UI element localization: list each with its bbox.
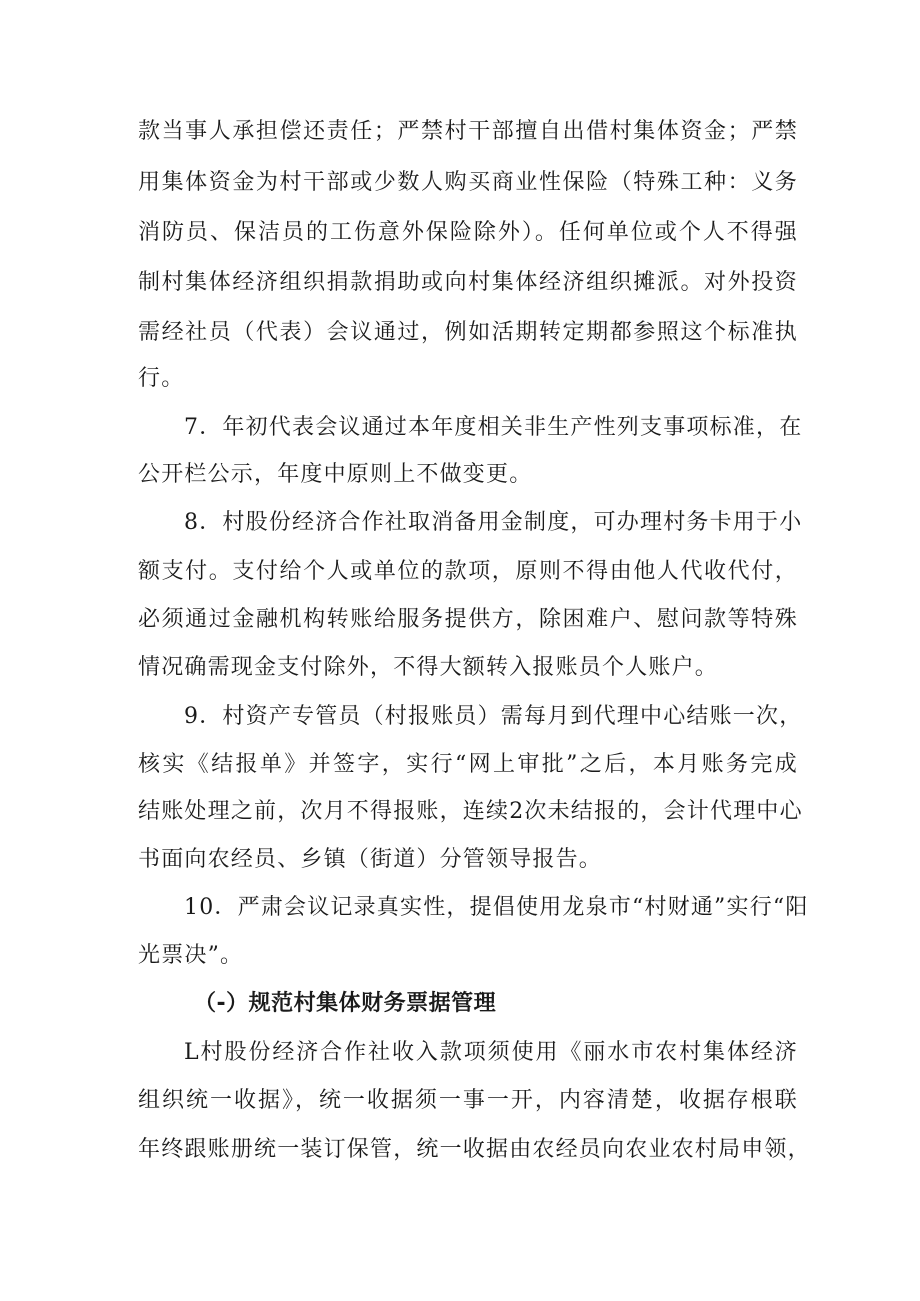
paragraph-line: 行。 — [138, 366, 185, 391]
paragraph-line: 用集体资金为村干部或少数人购买商业性保险（特殊工种：义务 — [138, 170, 798, 195]
paragraph-line: 情况确需现金支付除外，不得大额转入报账员个人账户。 — [138, 655, 719, 680]
paragraph-line: 消防员、保洁员的工伤意外保险除外）。任何单位或个人不得强 — [138, 220, 798, 245]
paragraph-line: 年终跟账册统一装订保管，统一收据由农经员向农业农村局申领， — [138, 1137, 811, 1162]
paragraph-line: 款当事人承担偿还责任；严禁村干部擅自出借村集体资金；严禁 — [138, 119, 798, 144]
paragraph-line: 8．村股份经济合作社取消备用金制度，可办理村务卡用于小 — [184, 510, 803, 535]
paragraph-line: 9．村资产专管员（村报账员）需每月到代理中心结账一次， — [184, 704, 803, 729]
paragraph-line: 书面向农经员、乡镇（街道）分管领导报告。 — [138, 847, 603, 872]
paragraph-line: 光票决”。 — [138, 943, 244, 968]
paragraph-line: L村股份经济合作社收入款项须使用《丽水市农村集体经济 — [184, 1040, 798, 1065]
paragraph-line: 结账处理之前，次月不得报账，连续2次未结报的，会计代理中心 — [138, 799, 803, 824]
paragraph-line: 组织统一收据》，统一收据须一事一开，内容清楚，收据存根联 — [138, 1088, 798, 1113]
paragraph-line: 公开栏公示，年度中原则上不做变更。 — [138, 462, 533, 487]
paragraph-line: 7．年初代表会议通过本年度相关非生产性列支事项标准，在 — [184, 415, 803, 440]
paragraph-line: 10．严肃会议记录真实性，提倡使用龙泉市“村财通”实行“阳 — [184, 895, 809, 920]
paragraph-line: 制村集体经济组织捐款捐助或向村集体经济组织摊派。对外投资 — [138, 270, 798, 295]
paragraph-line: 额支付。支付给个人或单位的款项，原则不得由他人代收代付， — [138, 559, 798, 584]
paragraph-line: 必须通过金融机构转账给服务提供方，除困难户、慰问款等特殊 — [138, 607, 798, 632]
section-heading: （-）规范村集体财务票据管理 — [194, 991, 497, 1016]
paragraph-line: 需经社员（代表）会议通过，例如活期转定期都参照这个标准执 — [138, 320, 798, 345]
paragraph-line: 核实《结报单》并签字，实行“网上审批”之后，本月账务完成 — [138, 752, 798, 777]
